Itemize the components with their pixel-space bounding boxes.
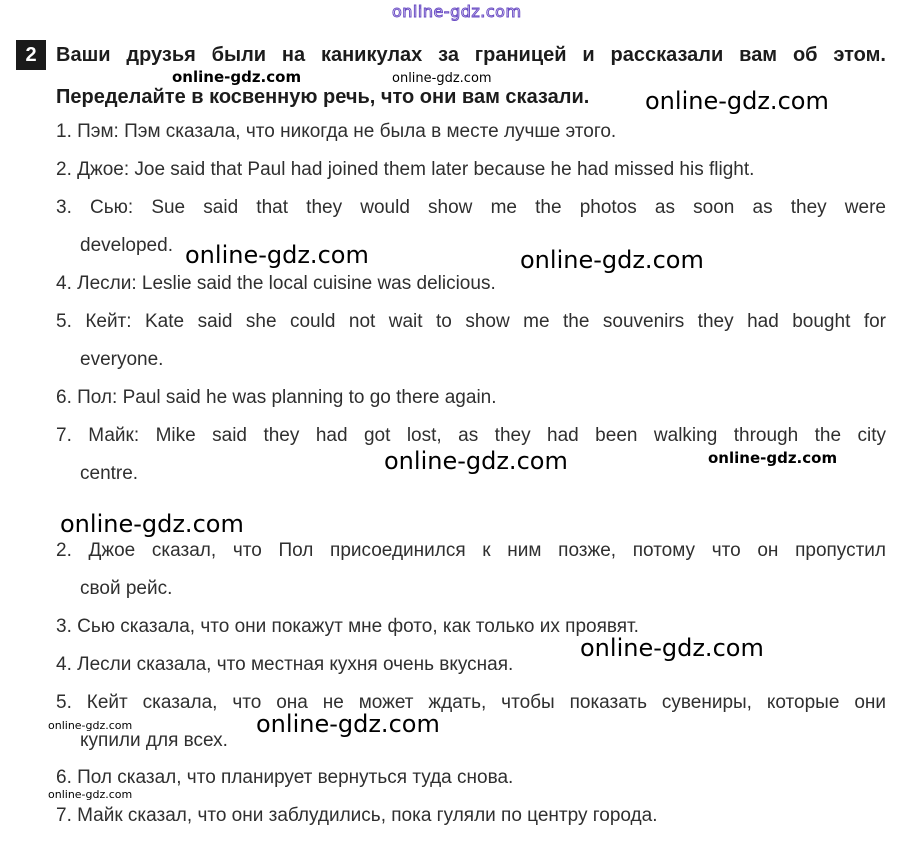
- watermark: online-gdz.com: [384, 447, 568, 475]
- answer-line: 6. Пол сказал, что планирует вернуться туда снова.: [56, 767, 514, 788]
- task-line-continuation: centre.: [80, 463, 139, 484]
- task-line-continuation: developed.: [80, 235, 173, 256]
- watermark: online-gdz.com: [645, 87, 829, 115]
- answer-line-continuation: свой рейс.: [80, 578, 173, 599]
- watermark: online-gdz.com: [520, 246, 704, 274]
- watermark: online-gdz.com: [708, 449, 838, 467]
- answer-line-continuation: купили для всех.: [80, 730, 228, 751]
- watermark: online-gdz.com: [48, 788, 133, 801]
- task-line: 4. Лесли: Leslie said the local cuisine was delicious.: [56, 273, 496, 294]
- task-line: 7. Майк: Mike said they had got lost, as they had been walking through the city: [56, 425, 886, 446]
- answer-line: 2. Джое сказал, что Пол присоединился к ним позже, потому что он пропустил: [56, 540, 886, 561]
- task-line: 6. Пол: Paul said he was planning to go there again.: [56, 387, 497, 408]
- task-line-continuation: everyone.: [80, 349, 164, 370]
- task-line: 1. Пэм: Пэм сказала, что никогда не была в месте лучше этого.: [56, 121, 617, 142]
- task-line: 5. Кейт: Kate said she could not wait to show me the souvenirs they had bought for: [56, 311, 886, 332]
- exercise-instruction-line-1: Ваши друзья были на каникулах за границей и рассказали вам об этом.: [56, 44, 886, 66]
- answer-line: 7. Майк сказал, что они заблудились, пока гуляли по центру города.: [56, 805, 658, 826]
- watermark: online-gdz.com: [172, 68, 302, 86]
- site-header-watermark: online-gdz.com: [392, 2, 522, 21]
- exercise-number-badge: 2: [16, 40, 46, 70]
- answer-line: 4. Лесли сказала, что местная кухня очень вкусная.: [56, 654, 514, 675]
- watermark: online-gdz.com: [60, 510, 244, 538]
- watermark: online-gdz.com: [392, 71, 492, 86]
- watermark: online-gdz.com: [185, 241, 369, 269]
- task-line: 2. Джое: Joe said that Paul had joined them later because he had missed his flight.: [56, 159, 755, 180]
- watermark: online-gdz.com: [580, 634, 764, 662]
- answer-line: 3. Сью сказала, что они покажут мне фото, как только их проявят.: [56, 616, 639, 637]
- watermark: online-gdz.com: [256, 710, 440, 738]
- exercise-instruction-line-2: Переделайте в косвенную речь, что они вам сказали.: [56, 86, 590, 108]
- answer-line: 5. Кейт сказала, что она не может ждать, чтобы показать сувениры, которые они: [56, 692, 886, 713]
- watermark: online-gdz.com: [48, 719, 133, 732]
- task-line: 3. Сью: Sue said that they would show me the photos as soon as they were: [56, 197, 886, 218]
